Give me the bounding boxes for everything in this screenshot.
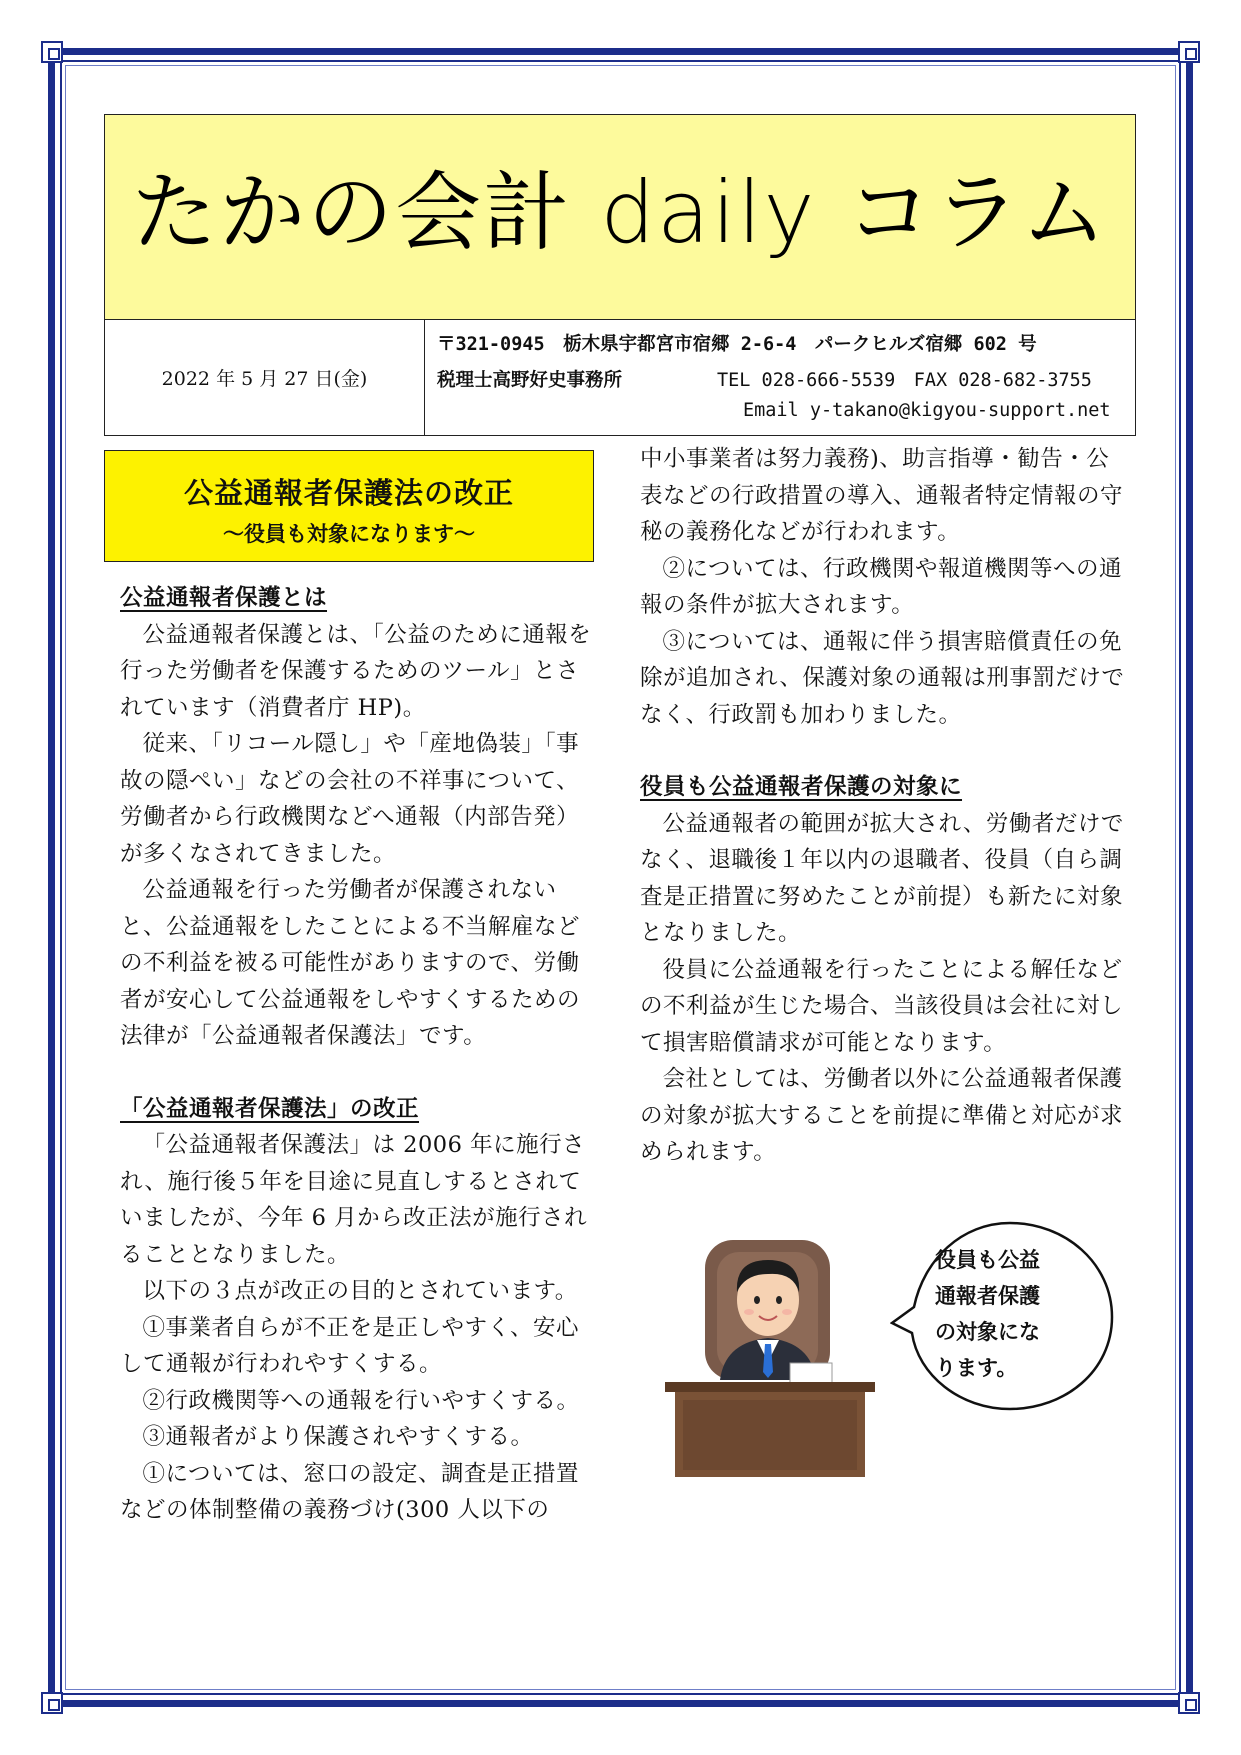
paragraph-continued: 中小事業者は努力義務)、助言指導・勧告・公表などの行政措置の導入、通報者特定情報の守秘の義務化などが行われます。 — [640, 446, 1124, 545]
left-column — [120, 580, 598, 1529]
section-heading: 公益通報者保護とは — [120, 585, 328, 611]
speech-bubble-line: ります。 — [935, 1356, 1018, 1380]
name-plate — [790, 1363, 832, 1383]
paragraph: 公益通報者保護とは、「公益のために通報を行った労働者を保護するためのツール」とされています（消費者庁 HP)。 — [120, 621, 592, 721]
paragraph: ①については、窓口の設定、調査是正措置などの体制整備の義務づけ(300 人以下の — [120, 1460, 580, 1523]
paragraph: 「公益通報者保護法」は 2006 年に施行され、施行後５年を目途に見直しするとされていましたが、今年 6 月から改正法が施行されることとなりました。 — [120, 1132, 588, 1268]
corner-ornament — [41, 41, 63, 63]
issue-date: 2022 年 5 月 27 日(金) — [105, 320, 425, 435]
office-name: 税理士高野好史事務所 — [437, 370, 623, 391]
speech-bubble-line: 通報者保護 — [935, 1284, 1040, 1308]
paragraph: 公益通報者の範囲が拡大され、労働者だけでなく、退職後１年以内の退職者、役員（自ら調査是正措置に努めたことが前提）も新たに対象となりました。 — [640, 810, 1124, 946]
paragraph: ②については、行政機関や報道機関等への通報の条件が拡大されます。 — [640, 555, 1123, 618]
corner-ornament — [1178, 1692, 1200, 1714]
office-phone-fax: TEL 028-666-5539 FAX 028-682-3755 — [717, 370, 1092, 391]
newsletter-title: たかの会計 daily コラム — [131, 163, 1109, 263]
paragraph: 公益通報を行った労働者が保護されないと、公益通報をしたことによる不当解雇などの不利益を被る可能性がありますので、労働者が安心して公益通報をしやすくするための法律が「公益通報者保護法」です。 — [120, 877, 581, 1049]
paragraph: 会社としては、労働者以外に公益通報者保護の対象が拡大することを前提に準備と対応が求められます。 — [640, 1066, 1124, 1165]
paragraph-gap — [640, 733, 1125, 769]
paragraph: ③については、通報に伴う損害賠償責任の免除が追加され、保護対象の通報は刑事罰だけでなく、行政罰も加わりました。 — [640, 628, 1125, 728]
corner-ornament — [41, 1692, 63, 1714]
desk-top — [665, 1382, 875, 1392]
paragraph: 従来、「リコール隠し」や「産地偽装」「事故の隠ぺい」などの会社の不祥事について、労働者から行政機関などへ通報（内部告発）が多くなされてきました。 — [120, 731, 580, 867]
article-subhead: ～役員も対象になります～ — [223, 522, 475, 546]
paragraph: 以下の３点が改正の目的とされています。 — [142, 1278, 578, 1304]
speech-bubble-line: の対象にな — [935, 1320, 1040, 1344]
paragraph: ③通報者がより保護されやすくする。 — [142, 1424, 534, 1450]
paragraph-gap — [120, 1055, 598, 1091]
right-column — [640, 441, 1125, 1171]
office-address: 〒321-0945 栃木県宇都宮市宿郷 2-6-4 パークヒルズ宿郷 602 号 — [437, 334, 1037, 355]
executive-at-desk-illustration — [665, 1230, 875, 1480]
section-heading: 役員も公益通報者保護の対象に — [640, 774, 963, 800]
article-headline-box — [104, 450, 594, 562]
office-email: Email y-takano@kigyou-support.net — [743, 400, 1111, 421]
speech-bubble-text — [935, 1242, 1075, 1386]
paragraph: ②行政機関等への通報を行いやすくする。 — [142, 1387, 580, 1414]
section-heading: 「公益通報者保護法」の改正 — [120, 1095, 420, 1122]
corner-ornament — [1178, 41, 1200, 63]
title-banner — [105, 115, 1135, 320]
office-info — [425, 320, 1135, 435]
paragraph: ①事業者自らが不正を是正しやすく、安心して通報が行われやすくする。 — [120, 1314, 580, 1377]
masthead — [104, 114, 1136, 436]
paragraph: 役員に公益通報を行ったことによる解任などの不利益が生じた場合、当該役員は会社に対して損害賠償請求が可能となります。 — [640, 956, 1124, 1056]
speech-bubble-line: 役員も公益 — [935, 1248, 1040, 1272]
article-headline: 公益通報者保護法の改正 — [183, 476, 514, 510]
